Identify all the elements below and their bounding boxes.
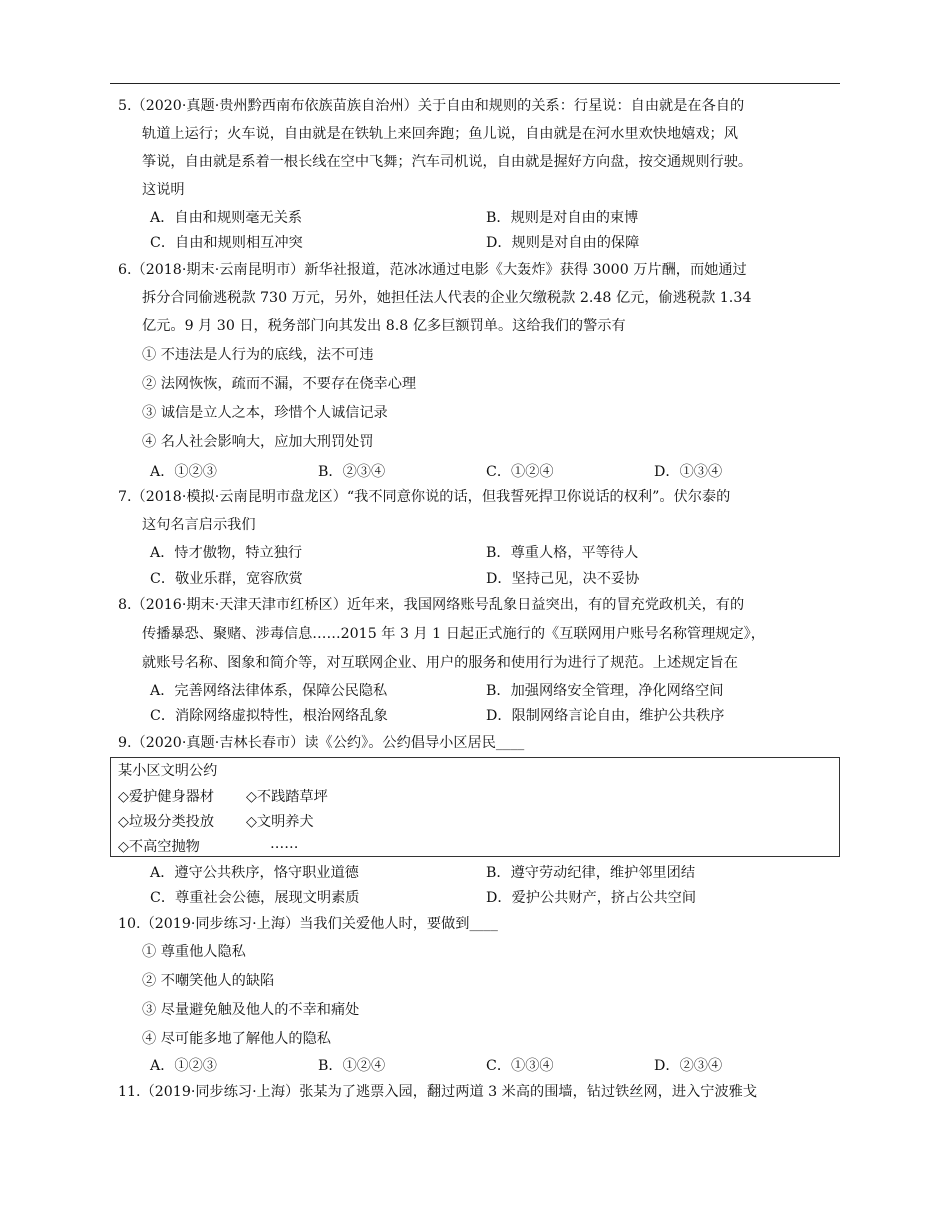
- q8-option-c[interactable]: C．消除网络虚拟特性，根治网络乱象: [150, 708, 388, 724]
- header-rule: [110, 83, 840, 84]
- q11-stem-line-1: 11.（2019·同步练习·上海）张某为了逃票入园，翻过两道 3 米高的围墙，钻过铁丝网，进入宁波雅戈: [118, 1084, 758, 1100]
- q6-stem-line-1: 6.（2018·期末·云南昆明市）新华社报道，范冰冰通过电影《大轰炸》获得 3000 万片酬，而她通过: [118, 262, 747, 278]
- convention-item: ◇爱护健身器材: [118, 789, 215, 805]
- q10-option-d[interactable]: D．②③④: [654, 1058, 723, 1074]
- q7-option-c[interactable]: C．敬业乐群，宽容欣赏: [150, 571, 303, 587]
- q6-item-3: ③ 诚信是立人之本，珍惜个人诚信记录: [142, 405, 388, 421]
- q8-stem-line-1: 8.（2016·期末·天津天津市红桥区）近年来，我国网络账号乱象日益突出，有的冒充党政机关，有的: [118, 597, 745, 613]
- q9-option-b[interactable]: B．遵守劳动纪律，维护邻里团结: [486, 865, 696, 881]
- q9-option-a[interactable]: A．遵守公共秩序，恪守职业道德: [150, 865, 359, 881]
- q10-item-1: ① 尊重他人隐私: [142, 944, 246, 960]
- q8-stem-line-2: 传播暴恐、聚赌、涉毒信息……2015 年 3 月 1 日起正式施行的《互联网用户账号名称管理规定》，: [142, 626, 765, 642]
- q8-option-d[interactable]: D．限制网络言论自由，维护公共秩序: [486, 708, 725, 724]
- q8-option-a[interactable]: A．完善网络法律体系，保障公民隐私: [150, 683, 388, 699]
- convention-ellipsis: ……: [270, 836, 299, 852]
- q8-option-b[interactable]: B．加强网络安全管理，净化网络空间: [486, 683, 724, 699]
- q6-item-2: ② 法网恢恢，疏而不漏，不要存在侥幸心理: [142, 376, 417, 392]
- q8-stem-line-3: 就账号名称、图象和简介等，对互联网企业、用户的服务和使用行为进行了规范。上述规定旨在: [142, 655, 738, 671]
- q9-option-c[interactable]: C．尊重社会公德，展现文明素质: [150, 890, 360, 906]
- convention-item: ◇文明养犬: [246, 814, 314, 830]
- q10-item-2: ② 不嘲笑他人的缺陷: [142, 973, 275, 989]
- q10-stem-line-1: 10.（2019·同步练习·上海）当我们关爱他人时，要做到____: [118, 916, 498, 932]
- q6-stem-line-2: 拆分合同偷逃税款 730 万元，另外，她担任法人代表的企业欠缴税款 2.48 亿元，偷逃税款 1.34: [142, 290, 752, 306]
- q6-option-c[interactable]: C．①②④: [486, 464, 554, 480]
- q6-item-1: ① 不违法是人行为的底线，法不可违: [142, 347, 374, 363]
- q7-stem-line-2: 这句名言启示我们: [142, 517, 256, 533]
- convention-item: ◇不践踏草坪: [246, 789, 328, 805]
- q10-option-c[interactable]: C．①③④: [486, 1058, 554, 1074]
- q10-item-4: ④ 尽可能多地了解他人的隐私: [142, 1031, 331, 1047]
- q6-option-a[interactable]: A．①②③: [150, 464, 217, 480]
- q7-stem-line-1: 7.（2018·模拟·云南昆明市盘龙区）“我不同意你说的话，但我誓死捍卫你说话的权利”。伏尔泰的: [118, 489, 731, 505]
- q10-option-a[interactable]: A．①②③: [150, 1058, 217, 1074]
- q9-option-d[interactable]: D．爱护公共财产，挤占公共空间: [486, 890, 697, 906]
- q6-option-b[interactable]: B．②③④: [318, 464, 386, 480]
- q5-stem-line-3: 筝说，自由就是系着一根长线在空中飞舞；汽车司机说，自由就是握好方向盘，按交通规则行驶。: [142, 154, 753, 170]
- q10-item-3: ③ 尽量避免触及他人的不幸和痛处: [142, 1002, 360, 1018]
- q6-option-d[interactable]: D．①③④: [654, 464, 723, 480]
- q5-stem-line-2: 轨道上运行；火车说，自由就是在铁轨上来回奔跑；鱼儿说，自由就是在河水里欢快地嬉戏；风: [142, 126, 738, 142]
- q5-stem-line-1: 5.（2020·真题·贵州黔西南布依族苗族自治州）关于自由和规则的关系：行星说：自由就是在各自的: [118, 98, 745, 114]
- convention-title: 某小区文明公约: [118, 763, 218, 779]
- q6-stem-line-3: 亿元。9 月 30 日，税务部门向其发出 8.8 亿多巨额罚单。这给我们的警示有: [142, 318, 626, 334]
- q5-option-d[interactable]: D．规则是对自由的保障: [486, 235, 640, 251]
- q5-option-b[interactable]: B．规则是对自由的束博: [486, 210, 639, 226]
- convention-item: ◇不高空抛物: [118, 839, 200, 855]
- q10-option-b[interactable]: B．①②④: [318, 1058, 386, 1074]
- q7-option-d[interactable]: D．坚持己见，决不妥协: [486, 571, 640, 587]
- q5-stem-line-4: 这说明: [142, 182, 185, 198]
- q9-stem-line-1: 9.（2020·真题·吉林长春市）读《公约》。公约倡导小区居民____: [118, 735, 525, 751]
- q6-item-4: ④ 名人社会影响大，应加大刑罚处罚: [142, 434, 374, 450]
- q5-option-a[interactable]: A．自由和规则毫无关系: [150, 210, 303, 226]
- convention-item: ◇垃圾分类投放: [118, 814, 215, 830]
- convention-box: [110, 757, 840, 857]
- q7-option-a[interactable]: A．恃才傲物，特立独行: [150, 545, 303, 561]
- q5-option-c[interactable]: C．自由和规则相互冲突: [150, 235, 303, 251]
- q7-option-b[interactable]: B．尊重人格，平等待人: [486, 545, 639, 561]
